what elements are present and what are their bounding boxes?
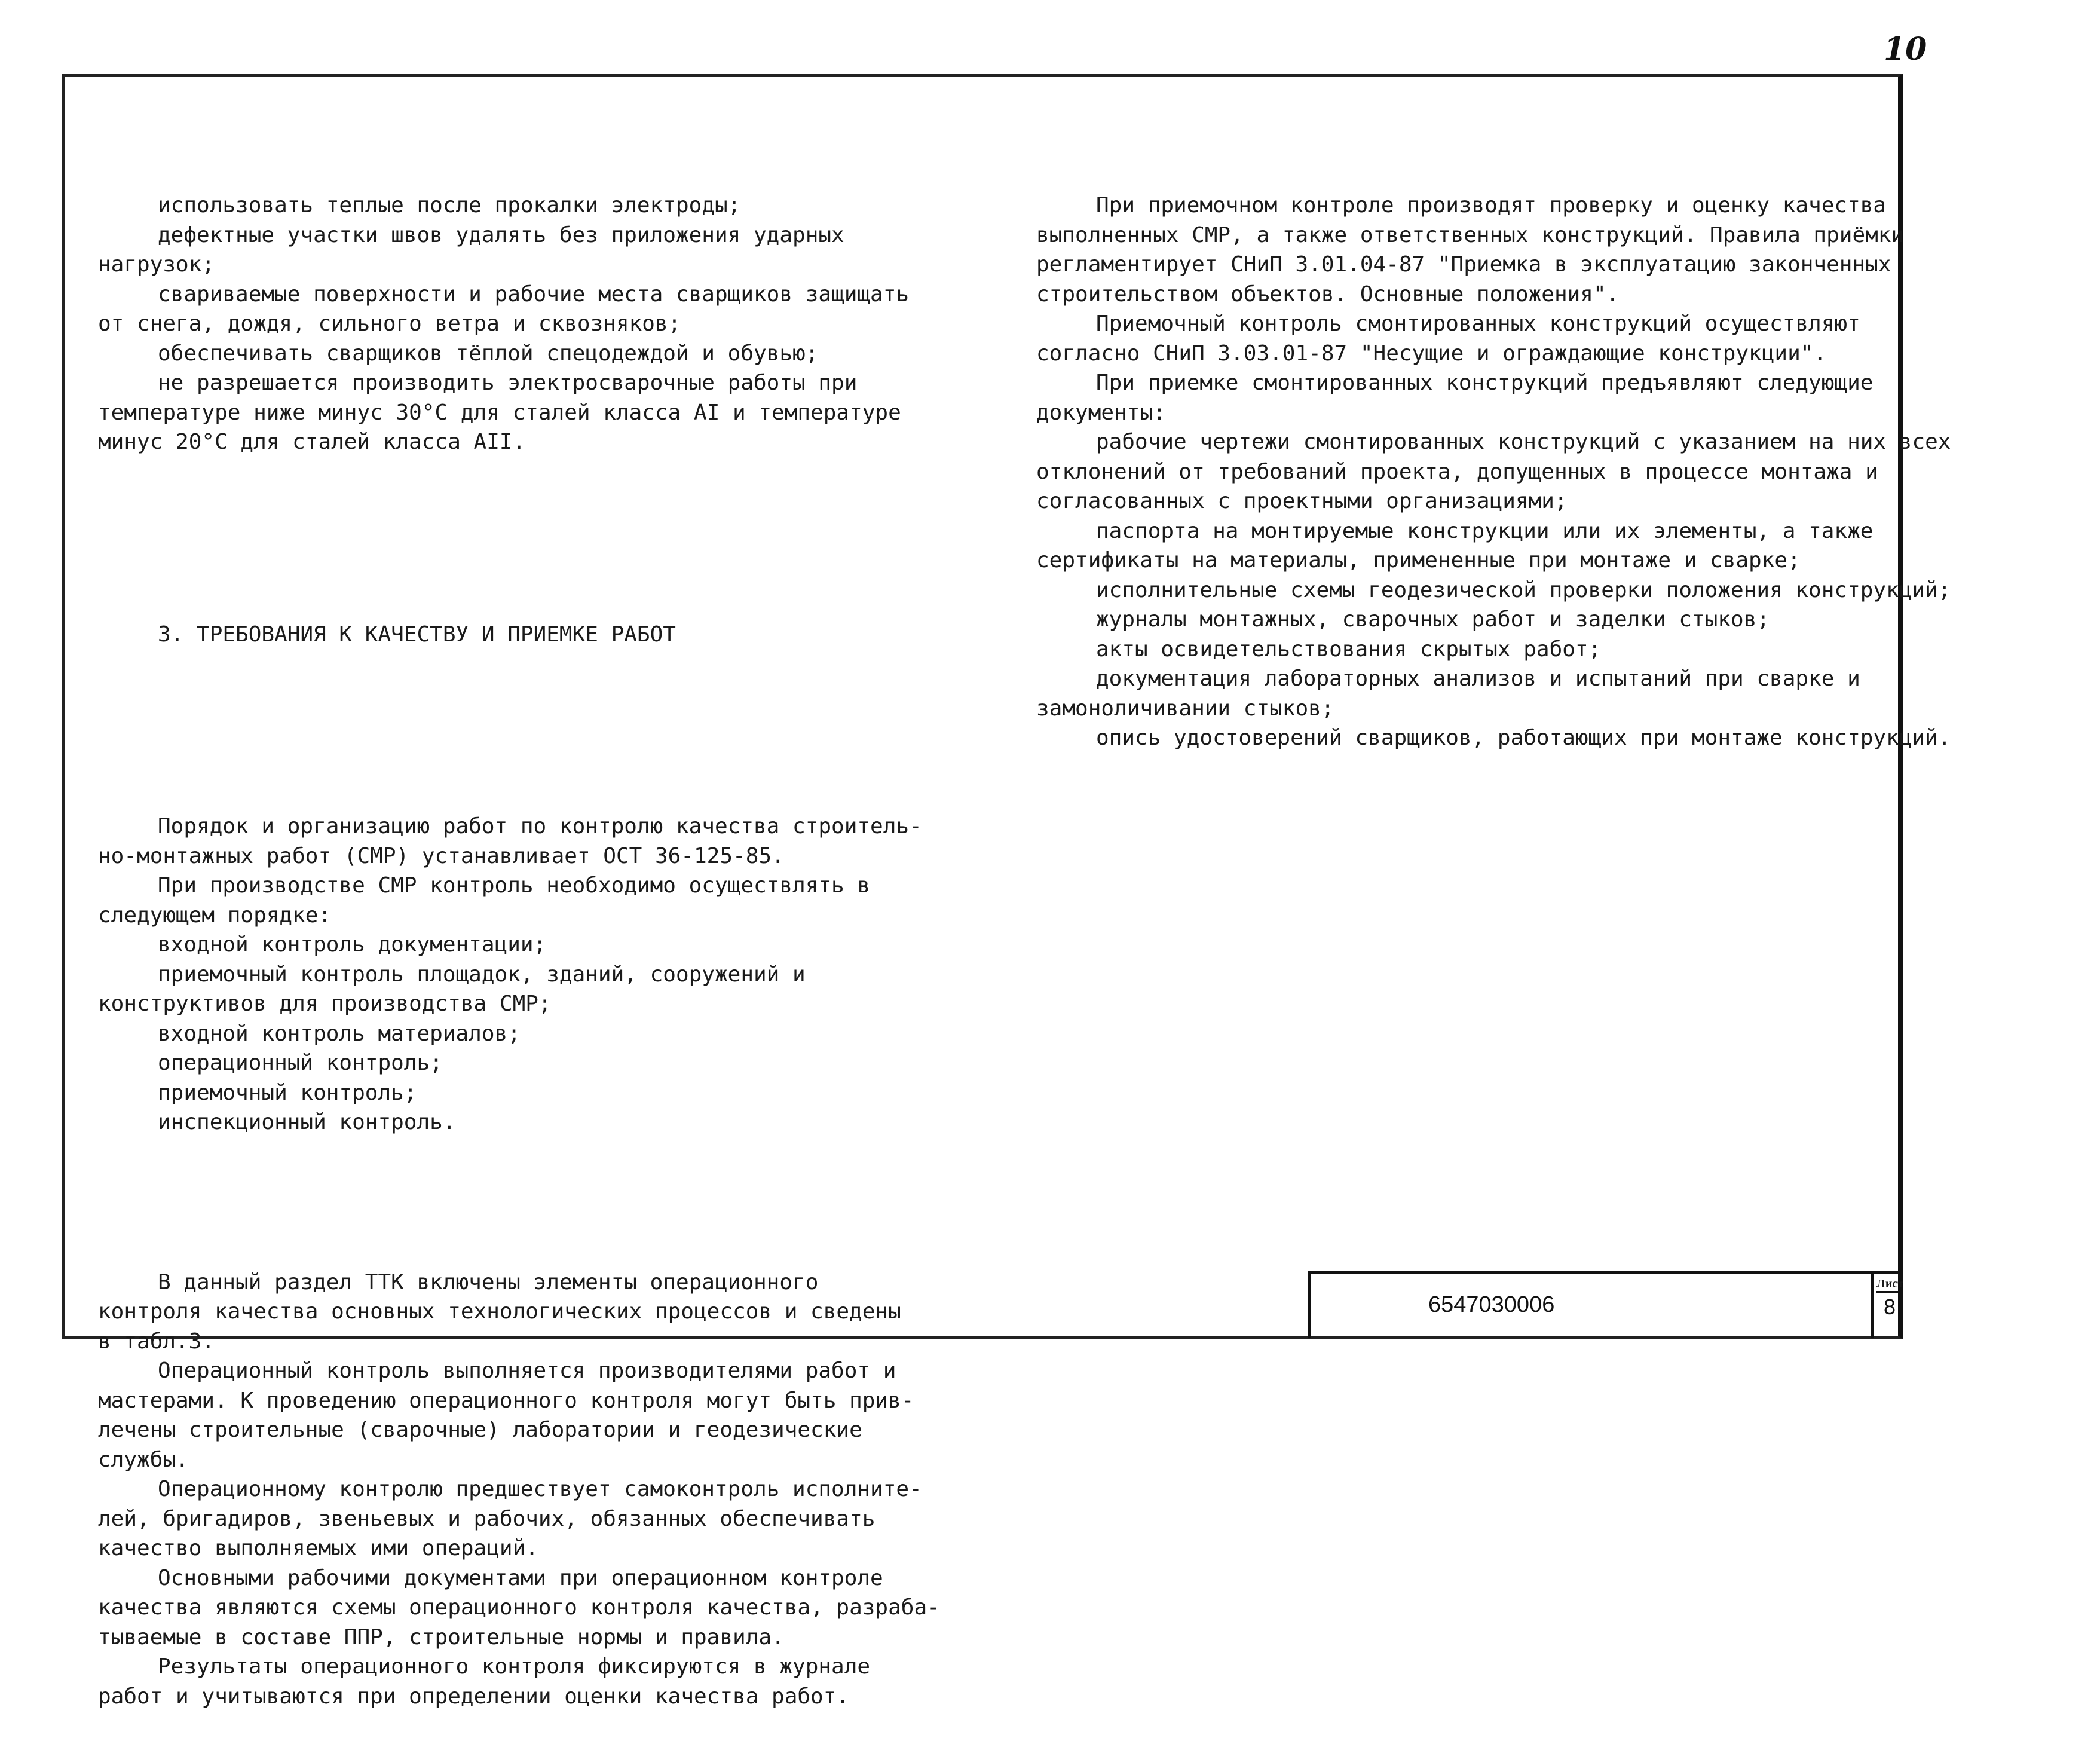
text-line: не разрешается производить электросварочные работы при (158, 371, 858, 395)
text-line: минус 20°С для сталей класса AII. (98, 430, 526, 454)
text-line: В данный раздел ТТК включены элементы операционного (158, 1269, 819, 1295)
text-line: входной контроль документации; (158, 932, 547, 957)
text-line: отклонений от требований проекта, допущенных в процессе монтажа и (1036, 459, 1878, 484)
spacer (98, 1197, 923, 1208)
text-line: При производстве СМР контроль необходимо осуществлять в (158, 873, 871, 898)
sheet-number: 8 (1883, 1295, 1896, 1319)
text-line: Порядок и организацию работ по контролю качества строитель- (158, 814, 922, 839)
text-line: строительством объектов. Основные положения". (1036, 282, 1620, 307)
text-line: приемочный контроль; (158, 1080, 417, 1105)
text-line: При приемочном контроле производят проверку и оценку качества (1096, 193, 1887, 218)
text-line: в табл.3. (98, 1329, 215, 1354)
right-body-lines (1036, 191, 1951, 753)
text-line: Операционный контроль выполняется производителями работ и (158, 1358, 896, 1383)
text-line: от снега, дождя, сильного ветра и сквозняков; (98, 311, 681, 336)
text-line: мастерами. К проведению операционного контроля могут быть прив- (98, 1388, 914, 1413)
left-top-lines (98, 191, 923, 457)
text-line: лей, бригадиров, звеньевых и рабочих, обязанных обеспечивать (98, 1506, 875, 1531)
text-line: качества являются схемы операционного контроля качества, разраба- (98, 1595, 940, 1620)
left-body-block-1 (98, 812, 923, 1137)
text-line: рабочие чертежи смонтированных конструкций с указанием на них всех (1096, 430, 1951, 454)
text-line: журналы монтажных, сварочных работ и заделки стыков; (1096, 607, 1770, 632)
text-line: работ и учитываются при определении оценки качества работ. (98, 1684, 850, 1709)
right-column (1036, 131, 1951, 782)
left-column (98, 131, 940, 1741)
title-block-divider (1871, 1274, 1874, 1338)
text-line: согласно СНиП 3.03.01-87 "Несущие и ограждающие конструкции". (1036, 341, 1827, 366)
text-line: опись удостоверений сварщиков, работающих при монтаже конструкций. (1096, 726, 1951, 750)
left-body-block-2 (98, 1268, 940, 1712)
text-line: регламентирует СНиП 3.01.04-87 "Приемка в эксплуатацию законченных (1036, 252, 1891, 277)
text-line: тываемые в составе ППР, строительные нормы и правила. (98, 1624, 785, 1650)
section-heading: 3. ТРЕБОВАНИЯ К КАЧЕСТВУ И ПРИЕМКЕ РАБОТ (158, 622, 676, 647)
sheet-label: Лист (1876, 1277, 1903, 1293)
text-line: Операционному контролю предшествует самоконтроль исполните- (158, 1477, 922, 1501)
text-line: документы: (1036, 400, 1166, 425)
spacer (98, 516, 923, 561)
text-line: Приемочный контроль смонтированных конструкций осуществляют (1096, 311, 1860, 336)
text-line: При приемке смонтированных конструкций предъявляют следующие (1096, 371, 1874, 395)
text-line: свариваемые поверхности и рабочие места сварщиков защищать (158, 282, 910, 307)
page-number: 10 (1884, 31, 1927, 68)
text-line: следующем порядке: (98, 902, 332, 928)
text-line: сертификаты на материалы, примененные при монтаже и сварке; (1036, 548, 1801, 573)
document-code: 6547030006 (1428, 1292, 1555, 1317)
text-line: температуре ниже минус 30°С для сталей класса AI и температуре (98, 400, 901, 425)
text-line: качество выполняемых ими операций. (98, 1536, 538, 1561)
text-line: но-монтажных работ (СМР) устанавливает ОСТ 36-125-85. (98, 843, 785, 868)
text-line: инспекционный контроль. (158, 1110, 456, 1134)
text-line: Результаты операционного контроля фиксируются в журнале (158, 1654, 871, 1679)
text-line: лечены строительные (сварочные) лаборатории и геодезические (98, 1418, 862, 1442)
text-line: приемочный контроль площадок, зданий, сооружений и (158, 962, 806, 987)
title-block-divider (1308, 1274, 1311, 1338)
text-line: контроля качества основных технологических процессов и сведены (98, 1299, 901, 1324)
text-line: операционный контроль; (158, 1051, 443, 1075)
text-line: документация лабораторных анализов и испытаний при сварке и (1096, 666, 1860, 691)
text-line: входной контроль материалов; (158, 1021, 521, 1046)
spacer (98, 708, 923, 752)
text-line: обеспечивать сварщиков тёплой спецодеждой и обувью; (158, 341, 819, 366)
text-line: конструктивов для производства СМР; (98, 992, 552, 1016)
text-line: исполнительные схемы геодезической проверки положения конструкций; (1096, 577, 1951, 602)
text-line: паспорта на монтируемые конструкции или их элементы, а также (1096, 518, 1874, 543)
text-line: дефектные участки швов удалять без приложения ударных (158, 222, 844, 247)
text-line: службы. (98, 1447, 189, 1472)
text-line: использовать теплые после прокалки электроды; (158, 193, 741, 218)
text-line: замоноличивании стыков; (1036, 696, 1334, 721)
title-block (1308, 1271, 1903, 1339)
text-line: согласованных с проектными организациями; (1036, 489, 1568, 513)
text-line: нагрузок; (98, 252, 215, 277)
text-line: акты освидетельствования скрытых работ; (1096, 637, 1602, 662)
text-line: Основными рабочими документами при операционном контроле (158, 1565, 883, 1590)
text-line: выполненных СМР, а также ответственных конструкций. Правила приёмки (1036, 222, 1905, 247)
